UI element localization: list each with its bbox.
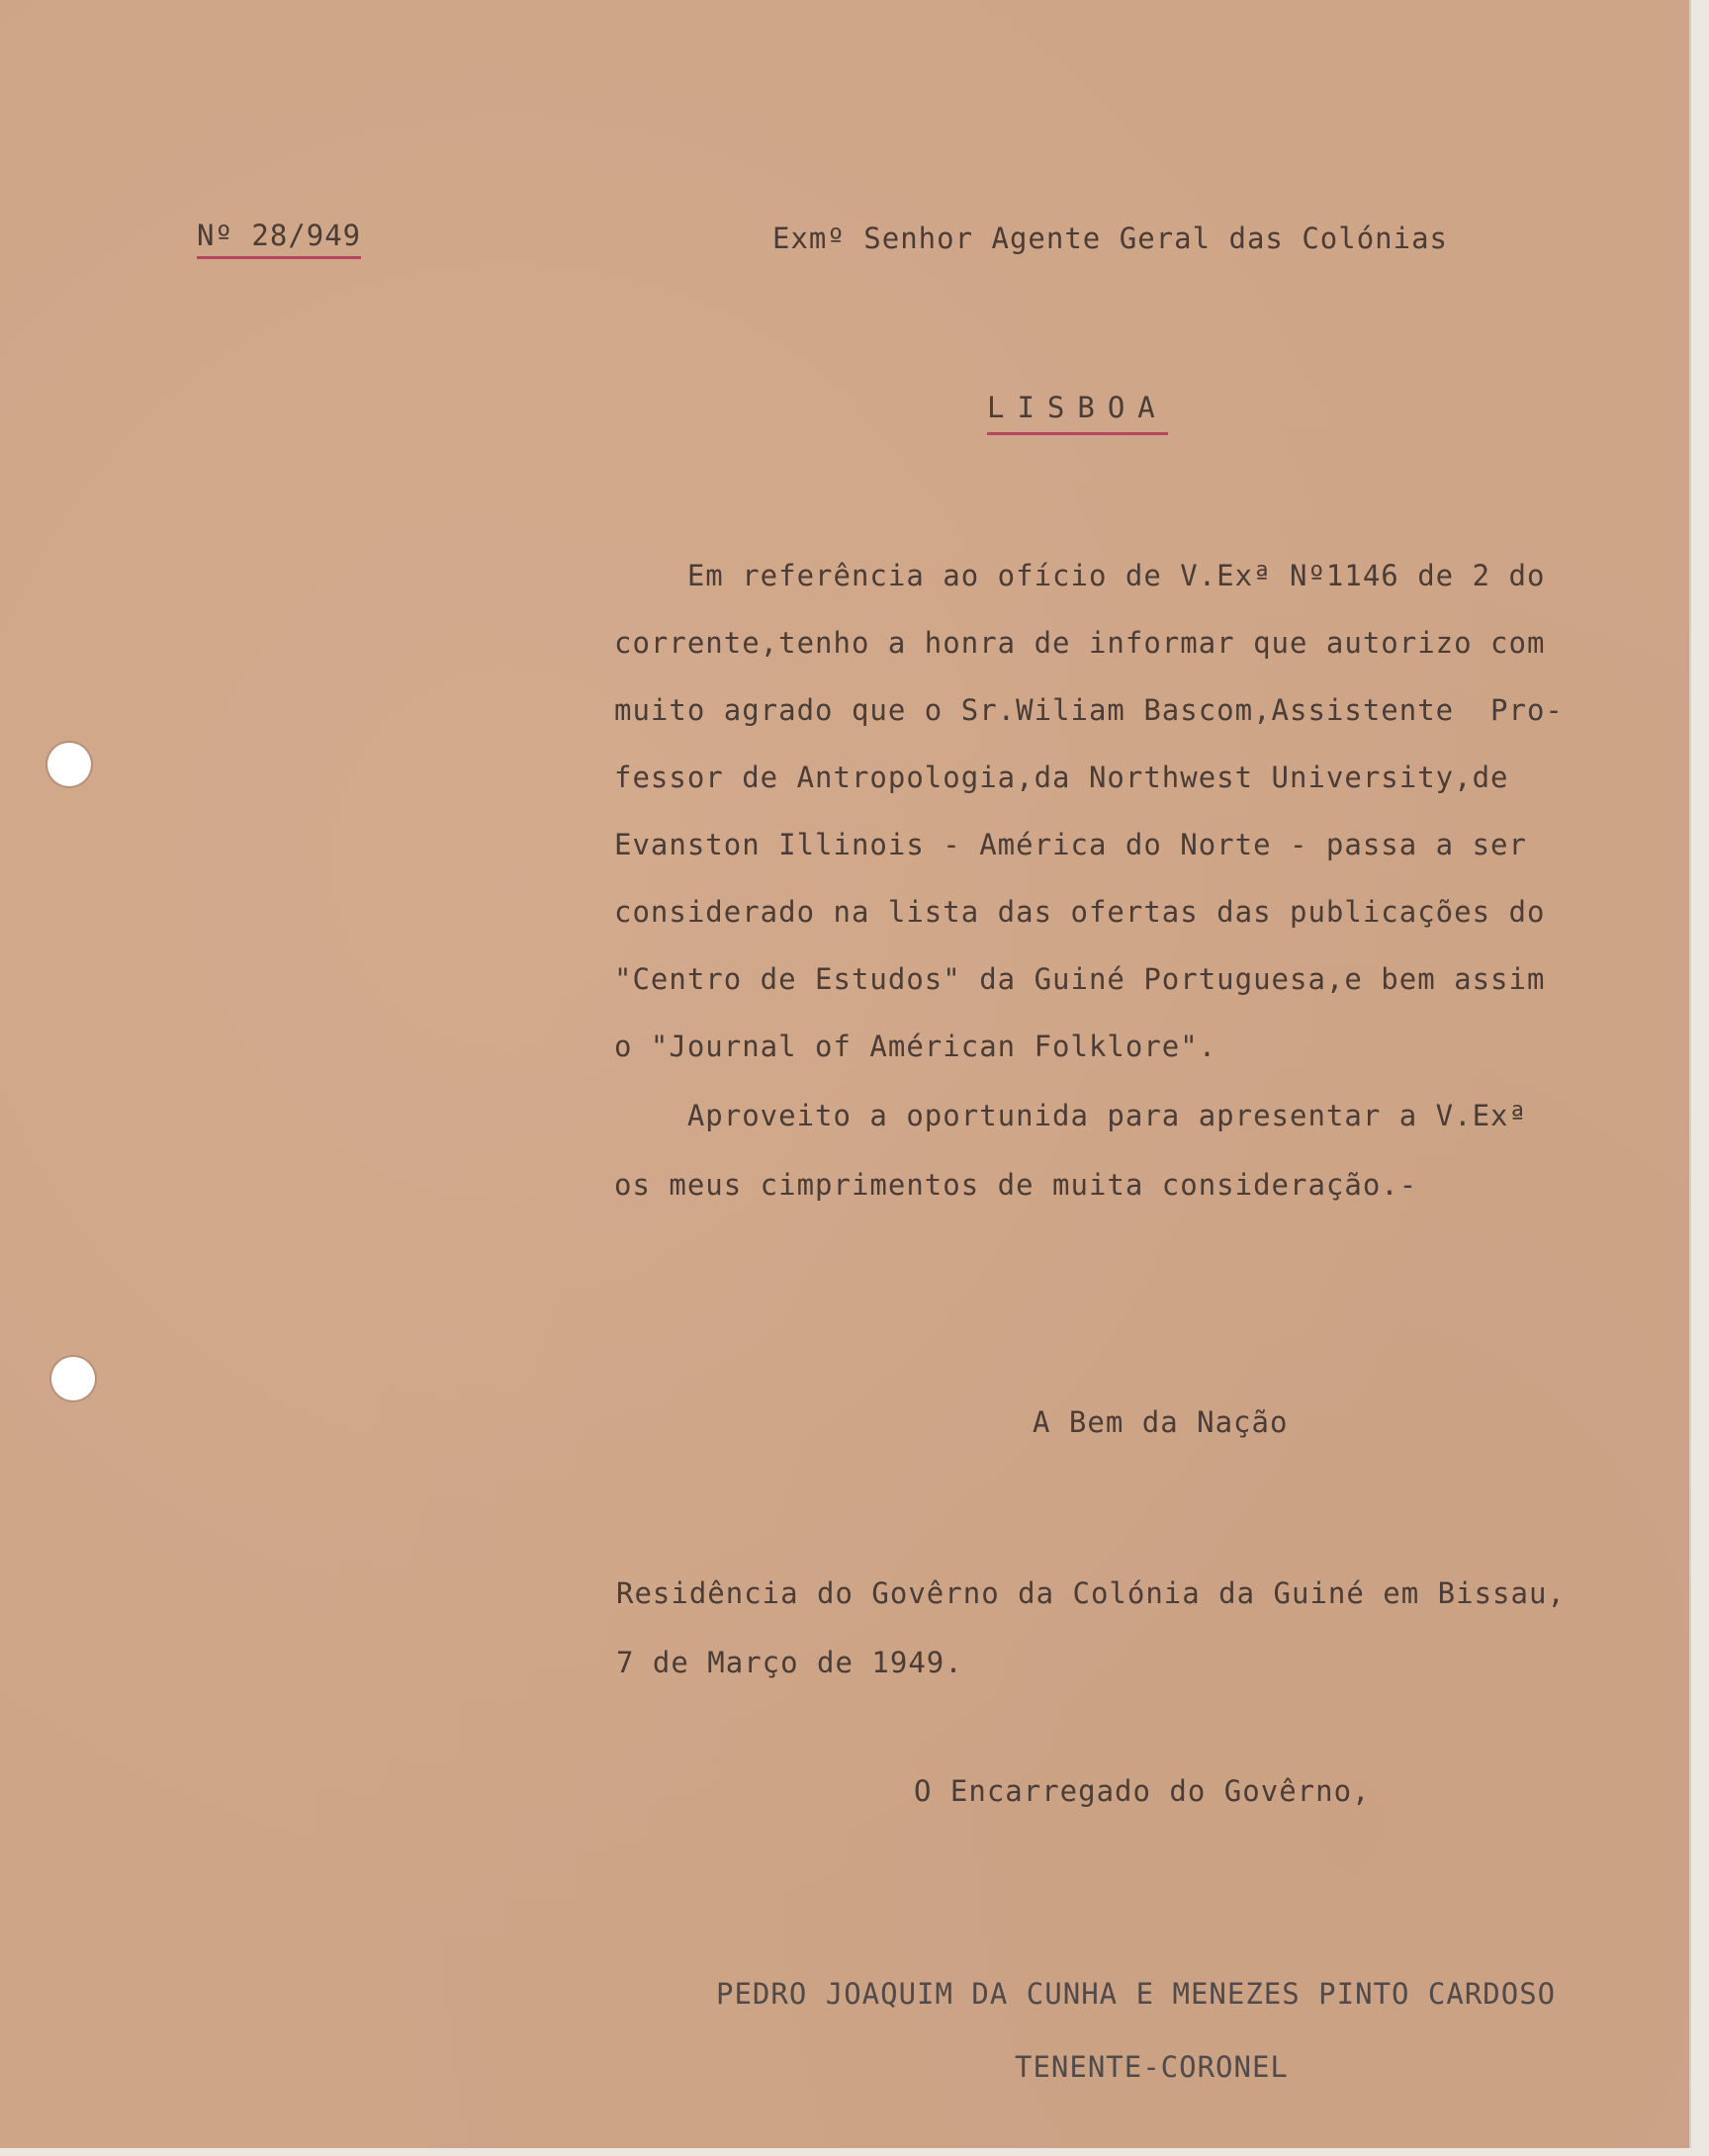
- punch-hole: [51, 1357, 95, 1400]
- closing-salutation: A Bem da Nação: [1033, 1405, 1289, 1439]
- signatory-rank: TENENTE-CORONEL: [1015, 2050, 1289, 2084]
- destination-city: LISBOA: [987, 394, 1168, 435]
- date-line: 7 de Março de 1949.: [616, 1646, 963, 1679]
- body-line: corrente,tenho a honra de informar que autorizo com: [614, 626, 1546, 660]
- place-line: Residência do Govêrno da Colónia da Guiné em Bissau,: [616, 1576, 1566, 1610]
- reference-number: Nº 28/949: [197, 222, 361, 259]
- addressee: Exmº Senhor Agente Geral das Colónias: [772, 222, 1449, 255]
- body-line: fessor de Antropologia,da Northwest University,de: [614, 761, 1509, 794]
- body-line: os meus cimprimentos de muita consideração.-: [614, 1168, 1418, 1202]
- signatory-title: O Encarregado do Govêrno,: [914, 1774, 1371, 1808]
- body-line: Aproveito a oportunida para apresentar a V.Exª: [614, 1099, 1527, 1132]
- signatory-name: PEDRO JOAQUIM DA CUNHA E MENEZES PINTO CARDOSO: [716, 1977, 1557, 2011]
- punch-hole: [47, 743, 91, 786]
- body-line: Evanston Illinois - América do Norte - passa a ser: [614, 828, 1527, 861]
- body-line: muito agrado que o Sr.Wiliam Bascom,Assistente Pro-: [614, 693, 1564, 727]
- body-line: o "Journal of Américan Folklore".: [614, 1030, 1217, 1063]
- body-line: considerado na lista das ofertas das publicações do: [614, 895, 1546, 929]
- body-line: Em referência ao ofício de V.Exª Nº1146 de 2 do: [614, 559, 1546, 592]
- body-line: "Centro de Estudos" da Guiné Portuguesa,e bem assim: [614, 962, 1546, 996]
